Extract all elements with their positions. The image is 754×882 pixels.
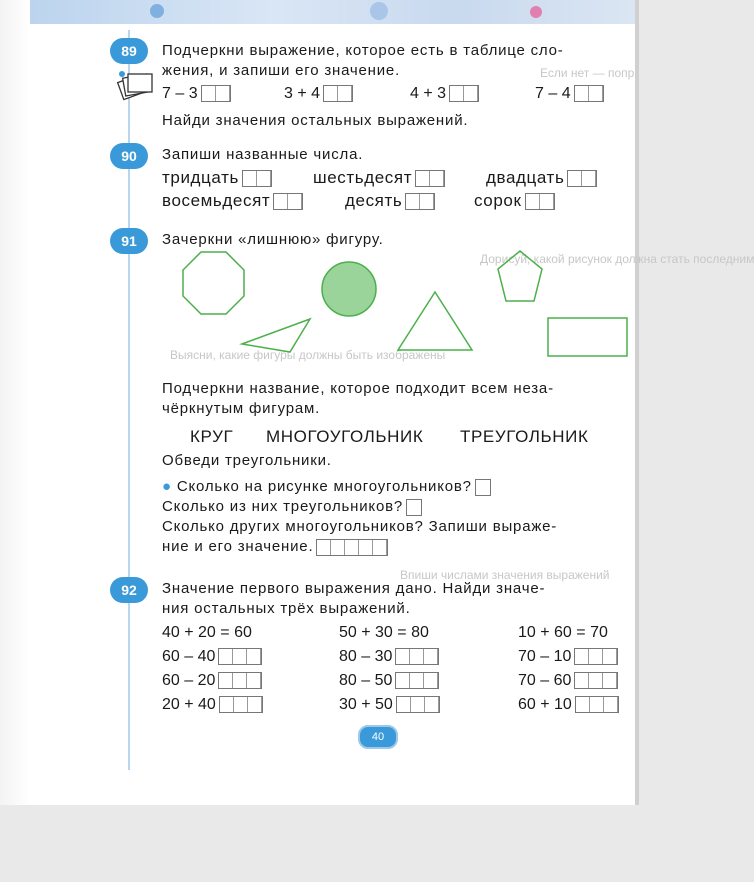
task89-instruction-line1: Подчеркни выражение, которое есть в таблице сло- [162, 42, 564, 59]
answer-box[interactable] [218, 672, 262, 689]
number-word [313, 168, 445, 188]
task-number-badge: 92 [110, 577, 148, 603]
show-through-text: Если нет — попр [540, 66, 635, 80]
number-word [345, 191, 435, 211]
task92-instruction-line1: Значение первого выражения дано. Найди значе- [162, 580, 546, 597]
obtuse-triangle-shape[interactable] [242, 319, 310, 352]
answer-box[interactable] [406, 499, 422, 516]
expression-text: 20 + 40 [162, 696, 216, 713]
task89-expression [162, 85, 231, 103]
question-text: Сколько из них треугольников? [162, 498, 403, 515]
bullet-icon: ● [162, 478, 172, 495]
answer-box[interactable] [316, 539, 388, 556]
answer-box[interactable] [396, 696, 440, 713]
show-through-text: Впиши числами значения выражений [400, 568, 610, 582]
number-word-text: десять [345, 191, 403, 210]
triangle-shape[interactable] [398, 292, 472, 350]
page-binding-edge [0, 0, 30, 805]
number-word [486, 168, 597, 188]
shape-name-polygon[interactable]: МНОГОУГОЛЬНИК [266, 427, 424, 446]
expression-text: 60 – 40 [162, 648, 216, 665]
task91-question4 [162, 538, 388, 556]
task89-expression [535, 85, 604, 103]
number-word [474, 191, 555, 211]
task91-circle-instruction: Обведи треугольники. [162, 452, 332, 469]
answer-box[interactable] [475, 479, 491, 496]
expression-text: 7 – 4 [535, 85, 571, 102]
circle-shape[interactable] [322, 262, 376, 316]
answer-box[interactable] [395, 672, 439, 689]
task91-underline-instruction-line2: чёркнутым фигурам. [162, 400, 321, 417]
expression-text: 80 – 50 [339, 672, 393, 689]
number-word [162, 168, 272, 188]
answer-box[interactable] [273, 193, 303, 210]
task89-expression [284, 85, 353, 103]
expression-text: 7 – 3 [162, 85, 198, 102]
task92-expression [518, 648, 618, 666]
task91-underline-instruction-line1: Подчеркни название, которое подходит всем неза- [162, 380, 554, 397]
task91-question1 [162, 478, 491, 496]
answer-box[interactable] [574, 85, 604, 102]
answer-box[interactable] [575, 696, 619, 713]
task92-expression [518, 696, 619, 714]
task92-expression [162, 696, 263, 714]
answer-box[interactable] [574, 672, 618, 689]
question-text: Сколько на рисунке многоугольников? [176, 478, 472, 495]
answer-box[interactable] [218, 648, 262, 665]
answer-box[interactable] [219, 696, 263, 713]
task92-expression [339, 696, 440, 714]
banner-decoration [150, 4, 164, 18]
task92-instruction-line2: ния остальных трёх выражений. [162, 600, 411, 617]
task-number-badge: 90 [110, 143, 148, 169]
expression-text: 80 – 30 [339, 648, 393, 665]
answer-box[interactable] [242, 170, 272, 187]
answer-box[interactable] [323, 85, 353, 102]
answer-box[interactable] [567, 170, 597, 187]
task-number-badge: 89 [110, 38, 148, 64]
number-word-text: восемьдесят [162, 191, 271, 210]
banner-decoration [530, 6, 542, 18]
number-word [162, 191, 303, 211]
answer-box[interactable] [574, 648, 618, 665]
task92-expression: 10 + 60 = 70 [518, 624, 608, 641]
answer-box[interactable] [449, 85, 479, 102]
expression-text: 30 + 50 [339, 696, 393, 713]
answer-box[interactable] [201, 85, 231, 102]
rectangle-shape[interactable] [548, 318, 627, 356]
answer-box[interactable] [405, 193, 435, 210]
number-word-text: двадцать [486, 168, 565, 187]
task92-expression [162, 672, 262, 690]
margin-line [128, 30, 130, 770]
task92-expression [162, 648, 262, 666]
shapes-figure [150, 245, 630, 360]
expression-text: 60 + 10 [518, 696, 572, 713]
show-through-text: Выясни, какие фигуры должны быть изображены [170, 348, 446, 362]
task89-instruction-line2: жения, и запиши его значение. [162, 62, 401, 79]
shape-name-circle[interactable]: КРУГ [190, 427, 234, 446]
task92-expression: 40 + 20 = 60 [162, 624, 252, 641]
expression-text: 70 – 60 [518, 672, 572, 689]
page-shadow [635, 0, 639, 805]
task91-question3: Сколько других многоугольников? Запиши выраже- [162, 518, 558, 535]
expression-text: 60 – 20 [162, 672, 216, 689]
number-word-text: шестьдесят [313, 168, 413, 187]
task92-expression [518, 672, 618, 690]
number-word-text: тридцать [162, 168, 239, 187]
question-text: ние и его значение. [162, 538, 314, 555]
pentagon-shape[interactable] [498, 251, 542, 301]
task92-expression: 50 + 30 = 80 [339, 624, 429, 641]
answer-box[interactable] [395, 648, 439, 665]
show-through-text: Дорисуй, какой рисунок должна стать последним [480, 252, 754, 266]
expression-text: 4 + 3 [410, 85, 447, 102]
octagon-shape[interactable] [183, 252, 244, 314]
task-number-badge: 91 [110, 228, 148, 254]
task89-instruction-line3: Найди значения остальных выражений. [162, 112, 469, 129]
expression-text: 3 + 4 [284, 85, 321, 102]
shape-name-triangle[interactable]: ТРЕУГОЛЬНИК [460, 427, 589, 446]
task92-expression [339, 648, 439, 666]
banner-decoration [370, 2, 388, 20]
task89-expression [410, 85, 479, 103]
cards-icon [116, 68, 156, 107]
answer-box[interactable] [525, 193, 555, 210]
answer-box[interactable] [415, 170, 445, 187]
task91-question2 [162, 498, 422, 516]
task92-expression [339, 672, 439, 690]
page-number: 40 [358, 725, 398, 749]
task91-instruction: Зачеркни «лишнюю» фигуру. [162, 231, 384, 248]
expression-text: 70 – 10 [518, 648, 572, 665]
task90-instruction: Запиши названные числа. [162, 146, 364, 163]
number-word-text: сорок [474, 191, 522, 210]
header-banner [30, 0, 639, 24]
